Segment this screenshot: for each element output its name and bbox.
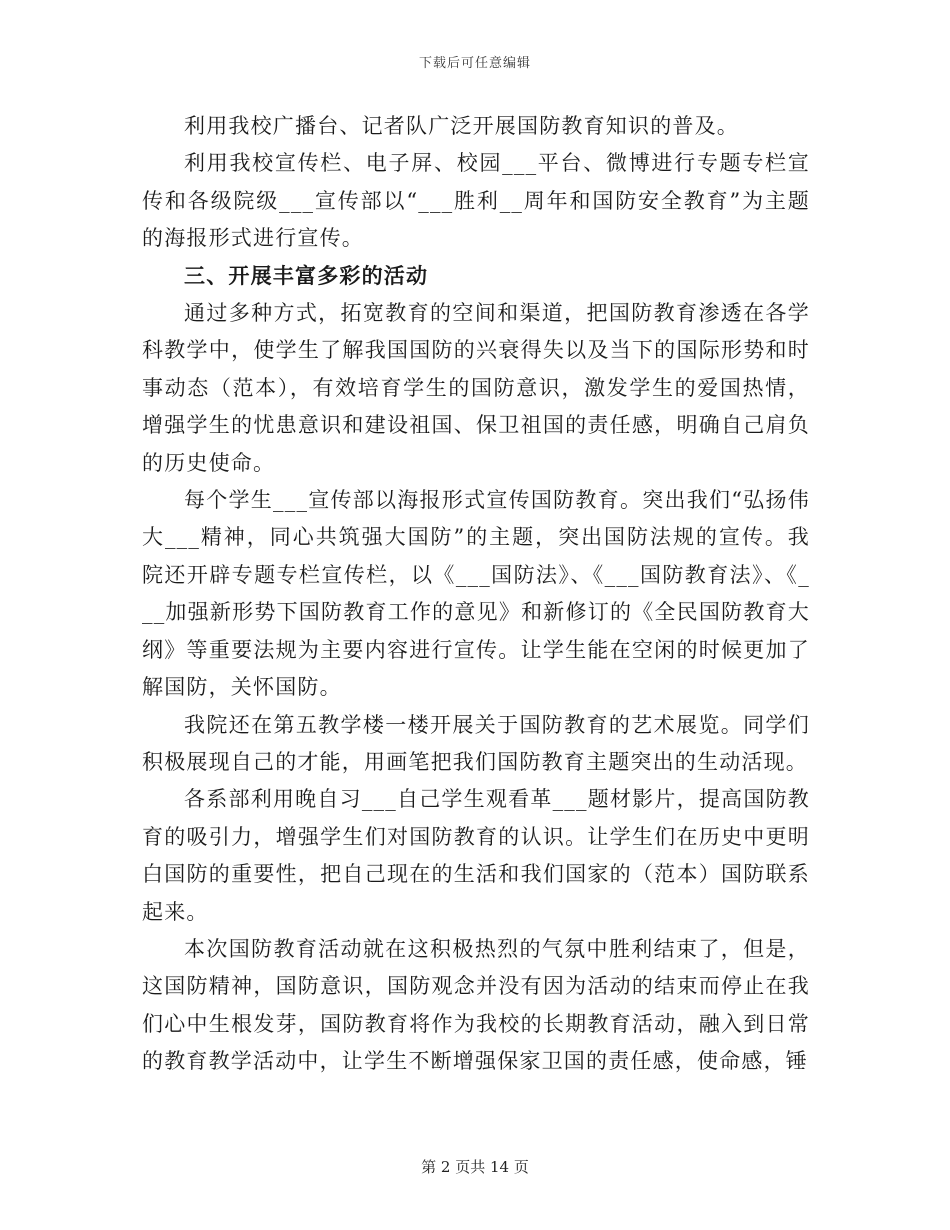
section-heading: 三、开展丰富多彩的活动 — [184, 263, 429, 288]
document-body — [142, 108, 810, 1081]
paragraph-methods: 通过多种方式，拓宽教育的空间和渠道，把国防教育渗透在各学科教学中，使学生了解我国国防的兴衰得失以及当下的国际形势和时事动态（范本），有效培育学生的国防意识，激发学生的爱国热情，增强学生的忧患意识和建设祖国、保卫祖国的责任感，明确自己肩负的历史使命。 — [142, 301, 810, 475]
paragraph-art-exhibit: 我院还在第五教学楼一楼开展关于国防教育的艺术展览。同学们积极展现自己的才能，用画笔把我们国防教育主题突出的生动活现。 — [142, 712, 810, 774]
page-footer: 第 2 页共 14 页 — [421, 1158, 529, 1176]
paragraph-conclusion: 本次国防教育活动就在这积极热烈的气氛中胜利结束了，但是，这国防精神，国防意识，国防观念并没有因为活动的结束而停止在我们心中生根发芽，国防教育将作为我校的长期教育活动，融入到日常的教育教学活动中，让学生不断增强保家卫国的责任感，使命感，锤 — [142, 936, 810, 1074]
paragraph-broadcast: 利用我校广播台、记者队广泛开展国防教育知识的普及。 — [184, 114, 739, 138]
page-header: 下载后可任意编辑 — [418, 56, 531, 71]
paragraph-posters: 每个学生___宣传部以海报形式宣传国防教育。突出我们“弘扬伟大___精神，同心共筑强大国防”的主题，突出国防法规的宣传。我院还开辟专题专栏宣传栏，以《___国防法》、《___国防教育法》、《___加强新形势下国防教育工作的意见》和新修订的《全民国防教育大纲》等重要法规为主要内容进行宣传。让学生能在空闲的时候更加了解国防，关怀国防。 — [142, 488, 810, 700]
paragraph-films: 各系部利用晚自习___自己学生观看革___题材影片，提高国防教育的吸引力，增强学生们对国防教育的认识。让学生们在历史中更明白国防的重要性，把自己现在的生活和我们国家的（范本）国防联系起来。 — [142, 787, 810, 924]
paragraph-publicity: 利用我校宣传栏、电子屏、校园___平台、微博进行专题专栏宣传和各级院级___宣传部以“___胜利__周年和国防安全教育”为主题的海报形式进行宣传。 — [142, 151, 810, 251]
